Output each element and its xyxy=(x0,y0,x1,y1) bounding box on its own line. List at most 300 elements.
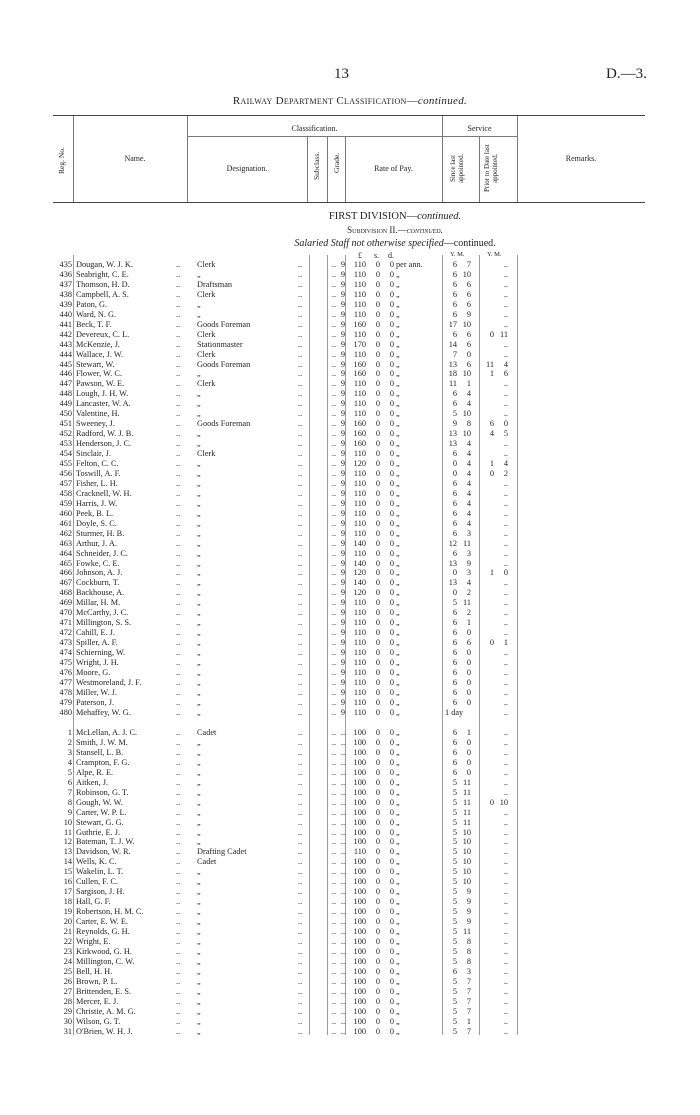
leader-dots: .. xyxy=(298,857,303,867)
prior-years-cell: 1 xyxy=(489,369,494,379)
reg-no-cell: 27 xyxy=(63,986,72,996)
prior-months-cell: .. xyxy=(503,528,508,538)
pay-shillings-cell: 0 xyxy=(375,687,380,697)
pay-shillings-cell: 0 xyxy=(375,568,380,578)
designation-cell: „ xyxy=(197,867,201,877)
since-months-cell: 4 xyxy=(466,389,471,399)
leader-dots: .. xyxy=(298,409,303,419)
pay-pence-cell: 0 xyxy=(389,946,394,956)
since-years-cell: 5 xyxy=(452,777,457,787)
since-years-cell: 6 xyxy=(452,478,457,488)
prior-months-cell: .. xyxy=(503,399,508,409)
staff-category-title: Salaried Staff not otherwise specified—continued. xyxy=(294,238,496,249)
grade-cell: .. xyxy=(340,986,346,996)
since-years-cell: 11 xyxy=(449,379,457,389)
header-designation: Designation. xyxy=(226,164,268,173)
since-months-cell: 6 xyxy=(466,359,471,369)
leader-dots: .. xyxy=(176,588,181,598)
pay-pounds-cell: 110 xyxy=(353,608,366,618)
leader-dots: .. xyxy=(176,419,181,429)
prior-years-cell: 6 xyxy=(489,419,494,429)
pay-pence-cell: 0 xyxy=(389,309,394,319)
leader-dots: .. xyxy=(298,767,303,777)
table-row xyxy=(0,399,700,409)
grade-cell: 9 xyxy=(340,468,346,478)
reg-no-cell: 2 xyxy=(67,737,72,747)
since-months-cell: 9 xyxy=(466,917,471,927)
reg-no-cell: 20 xyxy=(63,917,72,927)
pay-shillings-cell: 0 xyxy=(375,837,380,847)
leader-dots: .. xyxy=(176,439,181,449)
leader-dots: .. xyxy=(176,558,181,568)
since-months-cell: 10 xyxy=(462,847,471,857)
subclass-cell: .. xyxy=(331,508,337,518)
designation-cell: „ xyxy=(197,687,201,697)
leader-dots: .. xyxy=(298,707,303,717)
pay-period-cell: „ xyxy=(396,897,400,907)
leader-dots: .. xyxy=(298,917,303,927)
name-cell: Bateman, T. J. W. xyxy=(76,837,135,847)
leader-dots: .. xyxy=(176,956,181,966)
grade-cell: 9 xyxy=(340,528,346,538)
pay-period-cell: „ xyxy=(396,279,400,289)
pay-period-cell: „ xyxy=(396,697,400,707)
leader-dots: .. xyxy=(298,309,303,319)
since-years-cell: 6 xyxy=(452,299,457,309)
designation-cell: „ xyxy=(197,777,201,787)
table-row xyxy=(0,837,700,847)
reg-no-cell: 474 xyxy=(59,648,72,658)
grade-cell: 9 xyxy=(340,449,346,459)
pay-shillings-cell: 0 xyxy=(375,638,380,648)
designation-cell: „ xyxy=(197,518,201,528)
leader-dots: .. xyxy=(176,618,181,628)
name-cell: Millar, H. M. xyxy=(76,598,121,608)
prior-months-cell: .. xyxy=(503,917,508,927)
leader-dots: .. xyxy=(298,648,303,658)
since-years-cell: 5 xyxy=(452,827,457,837)
since-months-cell: 0 xyxy=(466,687,471,697)
leader-dots: .. xyxy=(176,1026,181,1036)
prior-years-cell: 0 xyxy=(489,797,494,807)
since-years-cell: 5 xyxy=(452,996,457,1006)
subdivision-title: Subdivision II.—continued. xyxy=(347,225,443,235)
table-row xyxy=(0,310,700,320)
since-months-cell: 10 xyxy=(462,867,471,877)
pay-pence-cell: 0 xyxy=(389,349,394,359)
pay-period-cell: „ xyxy=(396,528,400,538)
subclass-cell: .. xyxy=(331,329,337,339)
reg-no-cell: 15 xyxy=(63,867,72,877)
since-years-cell: 5 xyxy=(452,598,457,608)
pay-period-cell: „ xyxy=(396,966,400,976)
designation-cell: „ xyxy=(197,478,201,488)
since-months-cell: 6 xyxy=(466,339,471,349)
table-row xyxy=(0,818,700,828)
leader-dots: .. xyxy=(298,359,303,369)
since-years-cell: 6 xyxy=(452,309,457,319)
grade-cell: .. xyxy=(340,767,346,777)
since-months-cell: 0 xyxy=(466,648,471,658)
leader-dots: .. xyxy=(298,528,303,538)
since-years-cell: 6 xyxy=(452,528,457,538)
reg-no-cell: 31 xyxy=(63,1026,72,1036)
grade-cell: 9 xyxy=(340,578,346,588)
pay-shillings-cell: 0 xyxy=(375,478,380,488)
since-months-cell: 10 xyxy=(462,429,471,439)
subclass-cell: .. xyxy=(331,309,337,319)
designation-cell: „ xyxy=(197,946,201,956)
pay-pence-cell: 0 xyxy=(389,399,394,409)
pay-pence-cell: 0 xyxy=(389,1016,394,1026)
subclass-cell: .. xyxy=(331,498,337,508)
since-months-cell: 7 xyxy=(466,1006,471,1016)
pay-pounds-cell: 100 xyxy=(353,887,366,897)
since-months-cell: 10 xyxy=(462,409,471,419)
designation-cell: „ xyxy=(197,389,201,399)
name-cell: Hall, G. F. xyxy=(76,897,111,907)
grade-cell: 9 xyxy=(340,389,346,399)
subclass-cell: .. xyxy=(331,319,337,329)
name-cell: Cahill, E. J. xyxy=(76,628,115,638)
since-months-cell: 4 xyxy=(466,468,471,478)
pay-period-cell: „ xyxy=(396,568,400,578)
subclass-cell: .. xyxy=(331,767,337,777)
table-row xyxy=(0,439,700,449)
pay-pounds-cell: 110 xyxy=(353,548,366,558)
since-months-cell: 0 xyxy=(466,757,471,767)
reg-no-cell: 7 xyxy=(67,787,72,797)
prior-months-cell: .. xyxy=(503,817,508,827)
leader-dots: .. xyxy=(176,518,181,528)
name-cell: Bell, H. H. xyxy=(76,966,113,976)
leader-dots: .. xyxy=(176,817,181,827)
table-row xyxy=(0,369,700,379)
leader-dots: .. xyxy=(298,329,303,339)
pay-period-cell: „ xyxy=(396,767,400,777)
subclass-cell: .. xyxy=(331,608,337,618)
name-cell: Christie, A. M. G. xyxy=(76,1006,136,1016)
pay-pounds-cell: 100 xyxy=(353,917,366,927)
leader-dots: .. xyxy=(298,299,303,309)
prior-months-cell: .. xyxy=(503,409,508,419)
leader-dots: .. xyxy=(298,429,303,439)
pay-pence-cell: 0 xyxy=(389,907,394,917)
leader-dots: .. xyxy=(176,638,181,648)
since-months-cell: 3 xyxy=(466,568,471,578)
table-row xyxy=(0,808,700,818)
since-years-cell: 0 xyxy=(452,468,457,478)
name-cell: Stewart, W. xyxy=(76,359,115,369)
pay-period-cell: „ xyxy=(396,598,400,608)
pay-period-cell: „ xyxy=(396,399,400,409)
table-row xyxy=(0,419,700,429)
prior-months-cell: .. xyxy=(503,658,508,667)
subclass-cell: .. xyxy=(331,946,337,956)
name-cell: Brown, P. L. xyxy=(76,976,118,986)
reg-no-cell: 480 xyxy=(59,707,72,717)
reg-no-cell: 455 xyxy=(59,459,72,468)
pay-shillings-cell: 0 xyxy=(375,797,380,807)
name-cell: Pawson, W. E. xyxy=(76,379,125,389)
name-cell: Sinclair, J. xyxy=(76,449,111,459)
pay-shillings-cell: 0 xyxy=(375,747,380,757)
pay-pence-cell: 0 xyxy=(389,269,394,279)
name-cell: Moore, G. xyxy=(76,667,111,677)
since-years-cell: 0 xyxy=(452,459,457,468)
pay-period-cell: „ xyxy=(396,379,400,389)
since-months-cell: 10 xyxy=(462,837,471,847)
subclass-cell: .. xyxy=(331,687,337,697)
pay-pounds-cell: 160 xyxy=(353,359,366,369)
grade-cell: 9 xyxy=(340,628,346,638)
since-years-cell: 5 xyxy=(452,917,457,927)
reg-no-cell: 14 xyxy=(63,857,72,867)
prior-months-cell: .. xyxy=(503,897,508,907)
table-row xyxy=(0,280,700,290)
prior-months-cell: .. xyxy=(503,578,508,588)
pay-pounds-cell: 110 xyxy=(353,697,366,707)
grade-cell: 9 xyxy=(340,309,346,319)
leader-dots: .. xyxy=(298,628,303,638)
table-row xyxy=(0,768,700,778)
reg-no-cell: 459 xyxy=(59,498,72,508)
pay-pence-cell: 0 xyxy=(389,628,394,638)
pay-pounds-cell: 100 xyxy=(353,956,366,966)
pay-period-cell: „ xyxy=(396,488,400,498)
subclass-cell: .. xyxy=(331,279,337,289)
since-years-cell: 6 xyxy=(452,399,457,409)
leader-dots: .. xyxy=(176,927,181,936)
pay-shillings-cell: 0 xyxy=(375,707,380,717)
designation-cell: „ xyxy=(197,468,201,478)
pay-pounds-cell: 140 xyxy=(353,558,366,568)
grade-cell: 9 xyxy=(340,478,346,488)
since-years-cell: 0 xyxy=(452,588,457,598)
since-months-cell: 6 xyxy=(466,638,471,648)
pay-shillings-cell: 0 xyxy=(375,419,380,429)
leader-dots: .. xyxy=(176,667,181,677)
subclass-cell: .. xyxy=(331,289,337,299)
name-cell: Carter, E. W. E. xyxy=(76,917,128,927)
pay-pounds-cell: 110 xyxy=(353,648,366,658)
designation-cell: Cadet xyxy=(197,857,217,867)
grade-cell: 9 xyxy=(340,329,346,339)
prior-months-cell: .. xyxy=(503,777,508,787)
grade-cell: .. xyxy=(340,787,346,797)
pay-period-cell: „ xyxy=(396,508,400,518)
prior-months-cell: .. xyxy=(503,847,508,857)
prior-months-cell: .. xyxy=(503,1026,508,1036)
pay-shillings-cell: 0 xyxy=(375,459,380,468)
leader-dots: .. xyxy=(298,588,303,598)
designation-cell: Clerk xyxy=(197,379,216,389)
leader-dots: .. xyxy=(298,478,303,488)
prior-months-cell: .. xyxy=(503,309,508,319)
prior-months-cell: .. xyxy=(503,986,508,996)
since-ym-unit: Y. M. xyxy=(450,251,465,258)
since-years-cell: 5 xyxy=(452,946,457,956)
pay-period-cell: „ xyxy=(396,608,400,618)
designation-cell: „ xyxy=(197,927,201,936)
subclass-cell: .. xyxy=(331,817,337,827)
table-row xyxy=(0,887,700,897)
designation-cell: „ xyxy=(197,648,201,658)
reg-no-cell: 440 xyxy=(59,309,72,319)
designation-cell: „ xyxy=(197,399,201,409)
pay-pence-cell: 0 xyxy=(389,687,394,697)
designation-cell: „ xyxy=(197,508,201,518)
table-row xyxy=(0,588,700,598)
table-row xyxy=(0,847,700,857)
since-months-cell: 7 xyxy=(466,976,471,986)
prior-months-cell: .. xyxy=(503,867,508,877)
pay-period-cell: „ xyxy=(396,339,400,349)
pay-pounds-cell: 120 xyxy=(353,459,366,468)
since-years-cell: 6 xyxy=(452,518,457,528)
pay-pounds-cell: 110 xyxy=(353,488,366,498)
pay-pence-cell: 0 xyxy=(389,917,394,927)
leader-dots: .. xyxy=(298,638,303,648)
since-years-cell: 13 xyxy=(448,439,457,449)
pay-pence-cell: 0 xyxy=(389,289,394,299)
pay-shillings-cell: 0 xyxy=(375,319,380,329)
pay-pence-cell: 0 xyxy=(389,548,394,558)
since-months-cell: 4 xyxy=(466,498,471,508)
reg-no-cell: 30 xyxy=(63,1016,72,1026)
since-years-cell: 6 xyxy=(452,747,457,757)
prior-months-cell: .. xyxy=(503,787,508,797)
leader-dots: .. xyxy=(176,777,181,787)
pay-pence-cell: 0 xyxy=(389,777,394,787)
leader-dots: .. xyxy=(176,578,181,588)
header-prior-to-date: Prior to Date last appointed. xyxy=(483,144,499,192)
pence-unit: d. xyxy=(388,251,394,260)
pay-pence-cell: 0 xyxy=(389,409,394,419)
pay-pence-cell: 0 xyxy=(389,279,394,289)
pay-pence-cell: 0 xyxy=(389,737,394,747)
name-cell: Thomson, H. D. xyxy=(76,279,130,289)
grade-cell: 9 xyxy=(340,677,346,687)
prior-months-cell: .. xyxy=(503,946,508,956)
designation-cell: „ xyxy=(197,369,201,379)
leader-dots: .. xyxy=(176,598,181,608)
name-cell: McKenzie, J. xyxy=(76,339,121,349)
name-cell: Brittenden, E. S. xyxy=(76,986,132,996)
grade-cell: 9 xyxy=(340,379,346,389)
prior-months-cell: .. xyxy=(503,618,508,628)
prior-years-cell: 0 xyxy=(489,468,494,478)
leader-dots: .. xyxy=(298,269,303,279)
name-cell: Devereux, C. L. xyxy=(76,329,130,339)
leader-dots: .. xyxy=(298,279,303,289)
leader-dots: .. xyxy=(176,548,181,558)
pay-pounds-cell: 100 xyxy=(353,728,366,737)
pay-shillings-cell: 0 xyxy=(375,279,380,289)
designation-cell: „ xyxy=(197,269,201,279)
header-classification: Classification. xyxy=(291,124,338,133)
name-cell: Gough, W. W. xyxy=(76,797,123,807)
pay-pence-cell: 0 xyxy=(389,728,394,737)
subclass-cell: .. xyxy=(331,1026,337,1036)
subclass-cell: .. xyxy=(331,528,337,538)
pay-pence-cell: 0 xyxy=(389,966,394,976)
leader-dots: .. xyxy=(176,837,181,847)
subclass-cell: .. xyxy=(331,757,337,767)
table-row xyxy=(0,608,700,618)
designation-cell: Goods Foreman xyxy=(197,319,251,329)
leader-dots: .. xyxy=(298,827,303,837)
grade-cell: 9 xyxy=(340,618,346,628)
leader-dots: .. xyxy=(176,309,181,319)
leader-dots: .. xyxy=(298,807,303,817)
table-row xyxy=(0,499,700,509)
pay-shillings-cell: 0 xyxy=(375,608,380,618)
leader-dots: .. xyxy=(176,508,181,518)
subclass-cell: .. xyxy=(331,956,337,966)
since-months-cell: 9 xyxy=(466,907,471,917)
leader-dots: .. xyxy=(298,667,303,677)
prior-months-cell: .. xyxy=(503,857,508,867)
subclass-cell: .. xyxy=(331,777,337,787)
leader-dots: .. xyxy=(298,787,303,797)
pay-period-cell: „ xyxy=(396,419,400,429)
prior-months-cell: .. xyxy=(503,538,508,548)
designation-cell: „ xyxy=(197,966,201,976)
reg-no-cell: 1 xyxy=(67,728,72,737)
pay-period-cell: „ xyxy=(396,907,400,917)
table-row xyxy=(0,688,700,698)
table-row xyxy=(0,479,700,489)
leader-dots: .. xyxy=(298,757,303,767)
pay-period-cell: „ xyxy=(396,1006,400,1016)
since-years-cell: 6 xyxy=(452,289,457,299)
table-row xyxy=(0,459,700,469)
grade-cell: .. xyxy=(340,1016,346,1026)
pay-shillings-cell: 0 xyxy=(375,767,380,777)
pay-pounds-cell: 100 xyxy=(353,996,366,1006)
pay-pounds-cell: 100 xyxy=(353,807,366,817)
designation-cell: Stationmaster xyxy=(197,339,243,349)
grade-cell: .. xyxy=(340,797,346,807)
prior-months-cell: .. xyxy=(503,877,508,887)
leader-dots: .. xyxy=(176,1006,181,1016)
pay-shillings-cell: 0 xyxy=(375,429,380,439)
pay-pence-cell: 0 xyxy=(389,956,394,966)
since-months-cell: 6 xyxy=(466,299,471,309)
table-row xyxy=(0,379,700,389)
reg-no-cell: 6 xyxy=(67,777,72,787)
pay-period-cell: „ xyxy=(396,687,400,697)
pay-pounds-cell: 100 xyxy=(353,877,366,887)
pay-shillings-cell: 0 xyxy=(375,508,380,518)
leader-dots: .. xyxy=(176,847,181,857)
reg-no-cell: 478 xyxy=(59,687,72,697)
reg-no-cell: 23 xyxy=(63,946,72,956)
since-years-cell: 1 day xyxy=(445,707,464,717)
grade-cell: 9 xyxy=(340,289,346,299)
pay-pounds-cell: 110 xyxy=(353,379,366,389)
prior-months-cell: 4 xyxy=(503,359,508,369)
pay-pence-cell: 0 xyxy=(389,936,394,946)
pay-period-cell: „ xyxy=(396,1016,400,1026)
pay-pounds-cell: 110 xyxy=(353,518,366,528)
table-row xyxy=(0,1007,700,1017)
since-years-cell: 6 xyxy=(452,618,457,628)
leader-dots: .. xyxy=(298,847,303,857)
pay-pence-cell: 0 xyxy=(389,667,394,677)
prior-months-cell: .. xyxy=(503,1016,508,1026)
